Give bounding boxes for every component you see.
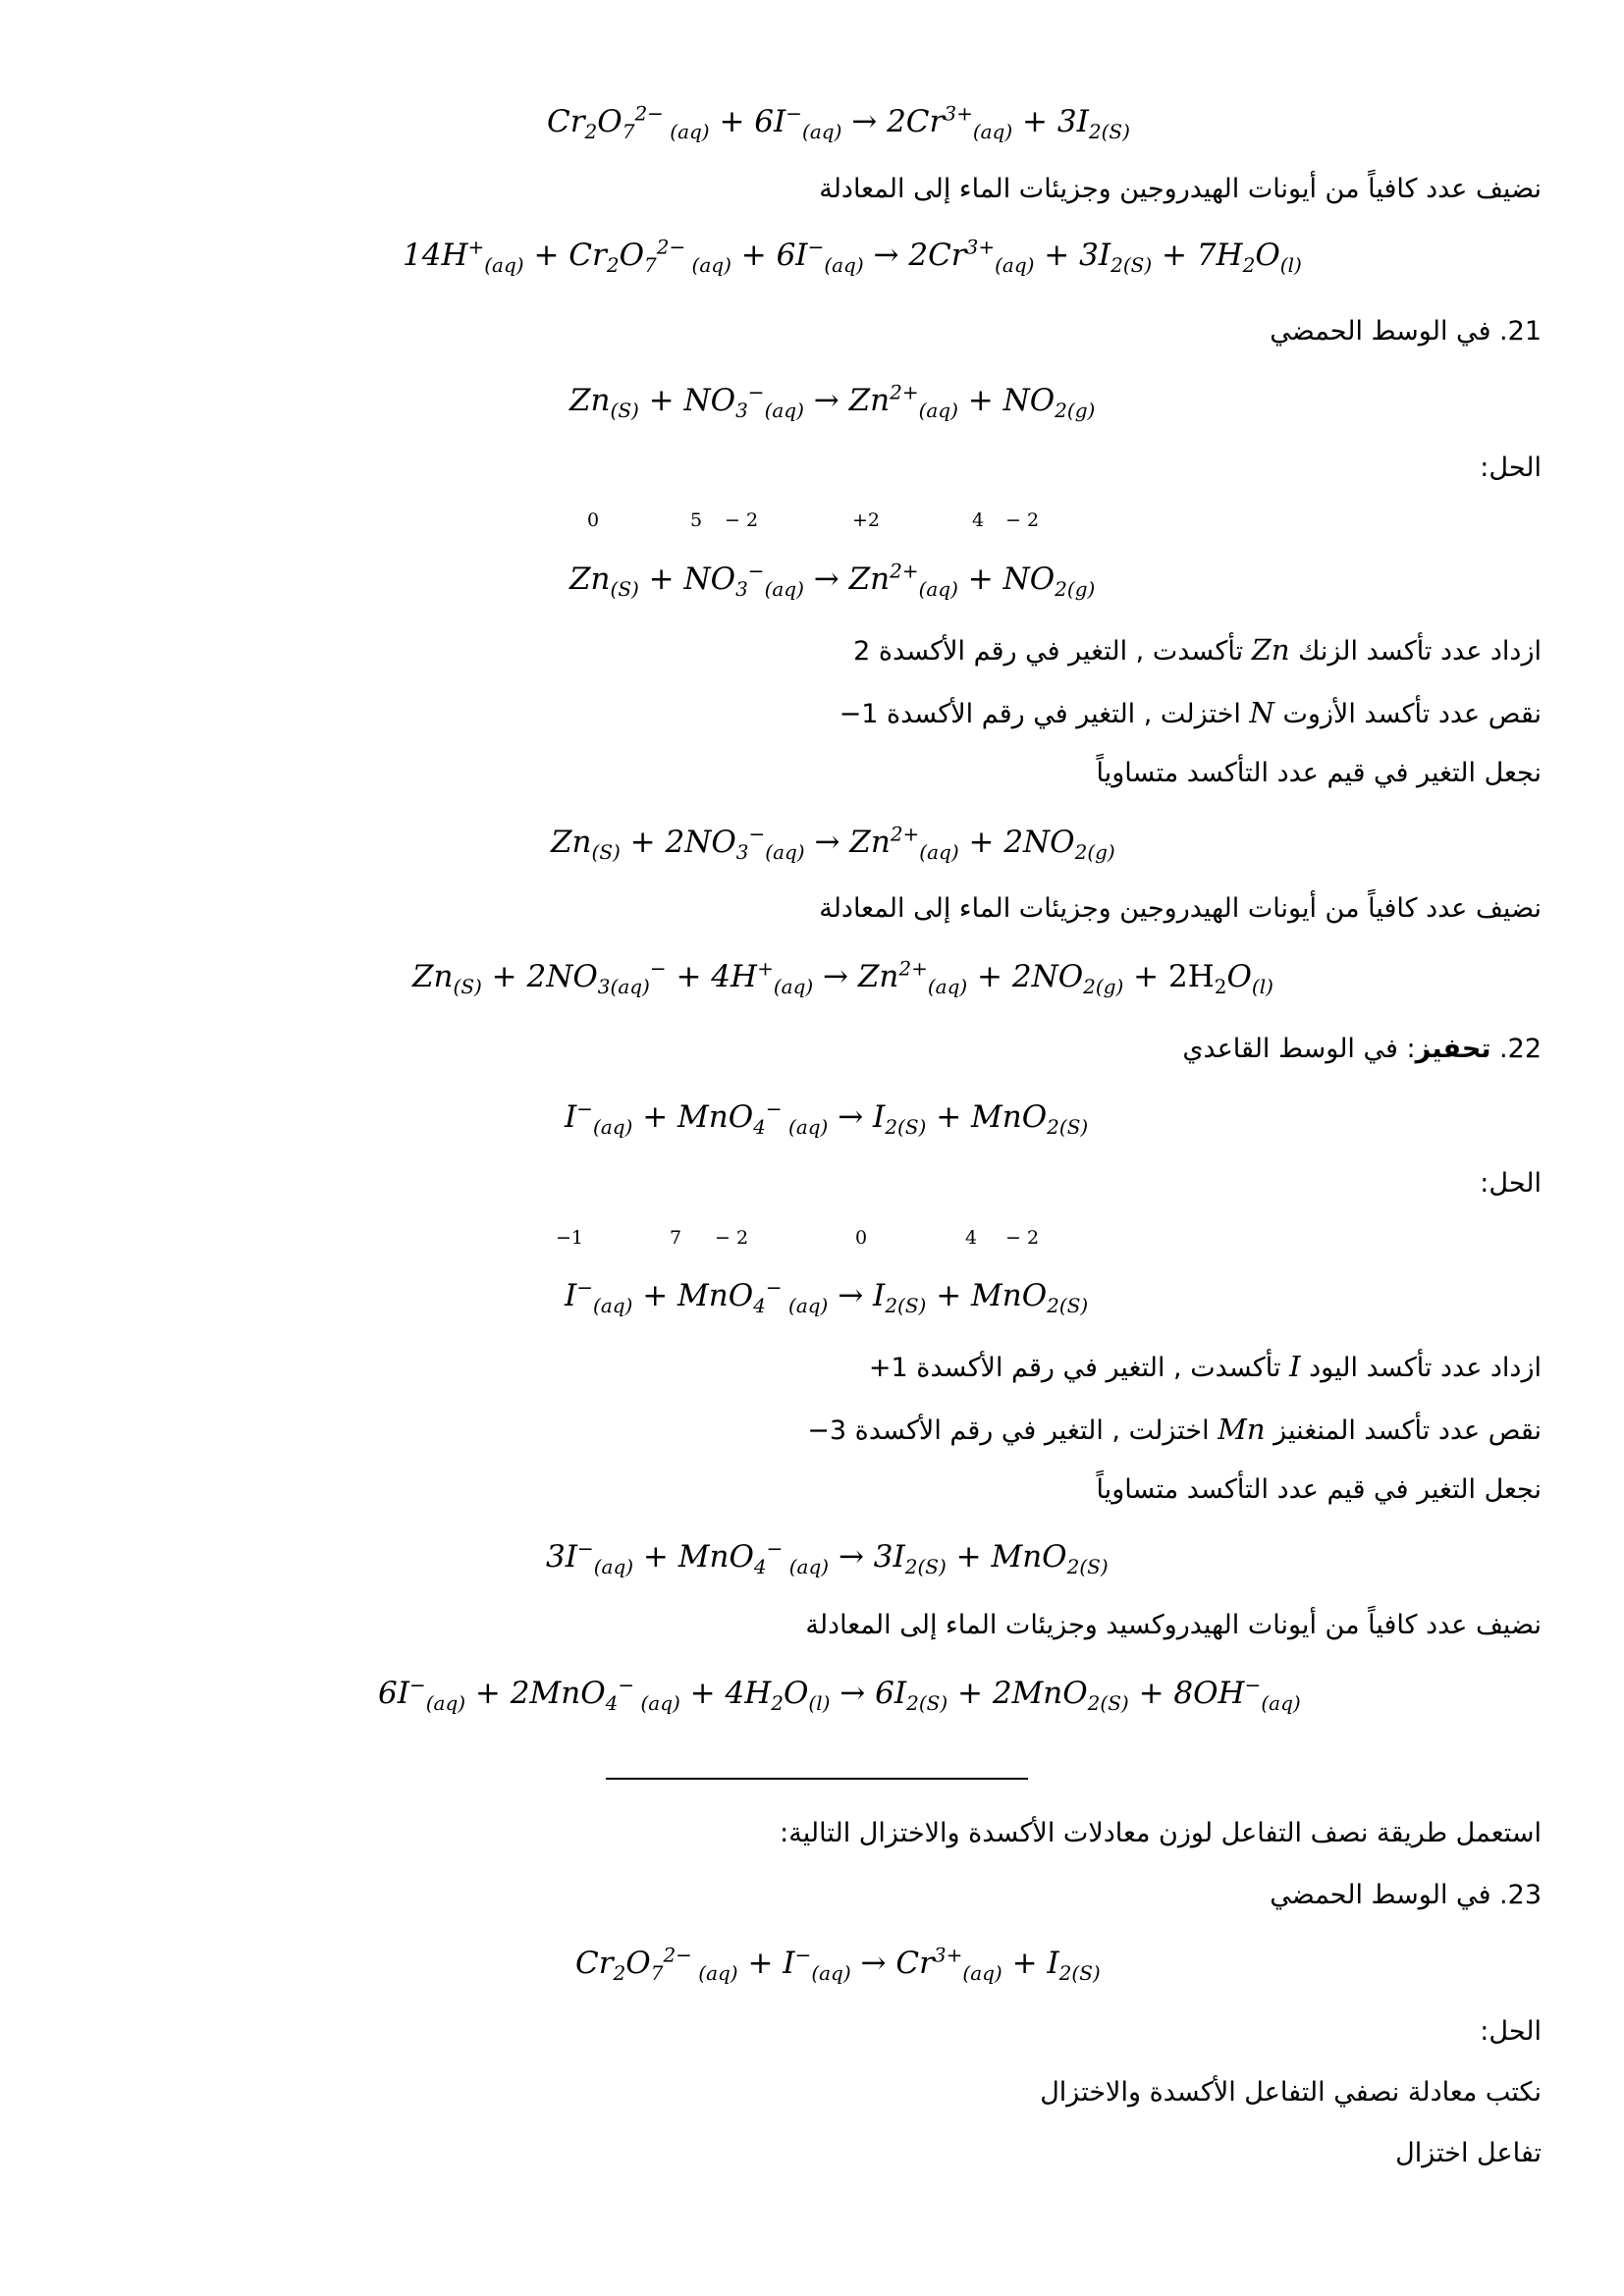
solution-label: الحل: bbox=[1480, 453, 1542, 483]
text-nitrogen-reduced: نقص عدد تأكسد الأزوت N اختزلت , التغير في رقم الأكسدة 1− bbox=[839, 696, 1542, 729]
oxidation-number: 4 bbox=[972, 509, 985, 531]
equation-dichromate-balanced: $14H^+_{(aq)} + Cr_2O_7^{2-}$ $_{(aq)} + 6I^-_{(aq)} \to 2Cr^{3+}_{(aq)} + 3I_{2(S)} + 7H_2O_{(l)}$ bbox=[403, 235, 1302, 278]
equation-zinc-nitrate: $Zn_{(S)} + NO_3^-_{(aq)} \to Zn^{2+}_{(aq)} + NO_{2(g)}$ bbox=[569, 380, 1096, 423]
equation-zinc-nitrate-balanced: $Zn_{(S)} + 2NO_{3(aq)}^- + 4H^+_{(aq)} \to Zn^{2+}_{(aq)} + 2NO_{2(g)} + 2H_2O_{(l)}$ bbox=[412, 956, 1273, 999]
text-add-hydrogen-water-2: نضيف عدد كافياً من أيونات الهيدروجين وجزيئات الماء إلى المعادلة bbox=[819, 893, 1542, 924]
text-reduction-reaction: تفاعل اختزال bbox=[1395, 2138, 1542, 2168]
oxidation-numbers-zinc bbox=[0, 508, 1624, 532]
oxidation-number: 0 bbox=[855, 1227, 868, 1249]
oxidation-number: 5 bbox=[690, 509, 703, 531]
exercise-instructions: استعمل طريقة نصف التفاعل لوزن معادلات الأكسدة والاختزال التالية: bbox=[780, 1818, 1542, 1848]
section-divider bbox=[606, 1778, 1028, 1780]
text-add-hydroxide-water: نضيف عدد كافياً من أيونات الهيدروكسيد وجزيئات الماء إلى المعادلة bbox=[805, 1610, 1542, 1640]
text-manganese-reduced: نقص عدد تأكسد المنغنيز Mn اختزلت , التغير في رقم الأكسدة 3− bbox=[807, 1413, 1542, 1446]
equation-zinc-nitrate-equalized: $Zn_{(S)} + 2NO_3^-_{(aq)} \to Zn^{2+}_{(aq)} + 2NO_{2(g)}$ bbox=[551, 822, 1115, 865]
equation-iodide-permanganate: $I^-_{(aq)} + MnO_4^-$ $_{(aq)} \to I_{2(S)} + MnO_{2(S)}$ bbox=[565, 1096, 1089, 1140]
problem-21-heading: 21. في الوسط الحمضي bbox=[1270, 316, 1542, 347]
equation-iodide-permanganate-balanced: $6I^-_{(aq)} + 2MnO_4^-$ $_{(aq)} + 4H_2O_{(l)} \to 6I_{2(S)} + 2MnO_{2(S)} + 8OH^-_{(aq)}$ bbox=[378, 1673, 1301, 1716]
oxidation-numbers-iodide bbox=[0, 1226, 1624, 1250]
oxidation-number: 0 bbox=[587, 509, 600, 531]
problem-23-heading: 23. في الوسط الحمضي bbox=[1270, 1880, 1542, 1910]
solution-label-3: الحل: bbox=[1480, 2016, 1542, 2047]
oxidation-number: − 2 bbox=[1005, 509, 1040, 531]
solution-label-2: الحل: bbox=[1480, 1168, 1542, 1199]
equation-iodide-permanganate-equalized: $3I^-_{(aq)} + MnO_4^-$ $_{(aq)} \to 3I_{2(S)} + MnO_{2(S)}$ bbox=[546, 1536, 1109, 1579]
text-zinc-oxidized: ازداد عدد تأكسد الزنك Zn تأكسدت , التغير في رقم الأكسدة 2 bbox=[853, 633, 1542, 667]
equation-dichromate-iodide-unbalanced: $Cr_2O_7^{2-}$ $_{(aq)} + I^-_{(aq)} \to Cr^{3+}_{(aq)} + I_{2(S)}$ bbox=[575, 1943, 1101, 1986]
oxidation-number: − 2 bbox=[715, 1227, 749, 1249]
oxidation-number: 4 bbox=[965, 1227, 978, 1249]
text-iodine-oxidized: ازداد عدد تأكسد اليود I تأكسدت , التغير في رقم الأكسدة 1+ bbox=[868, 1350, 1542, 1383]
oxidation-number: 7 bbox=[670, 1227, 682, 1249]
oxidation-number: − 2 bbox=[1005, 1227, 1040, 1249]
equation-iodide-permanganate-repeat: $I^-_{(aq)} + MnO_4^-$ $_{(aq)} \to I_{2(S)} + MnO_{2(S)}$ bbox=[565, 1275, 1089, 1318]
oxidation-number: +2 bbox=[852, 509, 881, 531]
equation-dichromate-iodide: $Cr_2O_7^{2-}$ $_{(aq)} + 6I^-_{(aq)} \to 2Cr^{3+}_{(aq)} + 3I_{2(S)}$ bbox=[547, 101, 1130, 144]
text-add-hydrogen-water: نضيف عدد كافياً من أيونات الهيدروجين وجزيئات الماء إلى المعادلة bbox=[819, 174, 1542, 204]
text-equalize-change: نجعل التغير في قيم عدد التأكسد متساوياً bbox=[1096, 758, 1542, 788]
oxidation-number: −1 bbox=[556, 1227, 584, 1249]
text-equalize-change-2: نجعل التغير في قيم عدد التأكسد متساوياً bbox=[1096, 1474, 1542, 1505]
problem-22-heading: 22. تحفيز: في الوسط القاعدي bbox=[1182, 1034, 1542, 1064]
text-write-half-reactions: نكتب معادلة نصفي التفاعل الأكسدة والاختزال bbox=[1040, 2077, 1542, 2108]
oxidation-number: − 2 bbox=[725, 509, 759, 531]
equation-zinc-nitrate-repeat: $Zn_{(S)} + NO_3^-_{(aq)} \to Zn^{2+}_{(aq)} + NO_{2(g)}$ bbox=[569, 559, 1096, 602]
